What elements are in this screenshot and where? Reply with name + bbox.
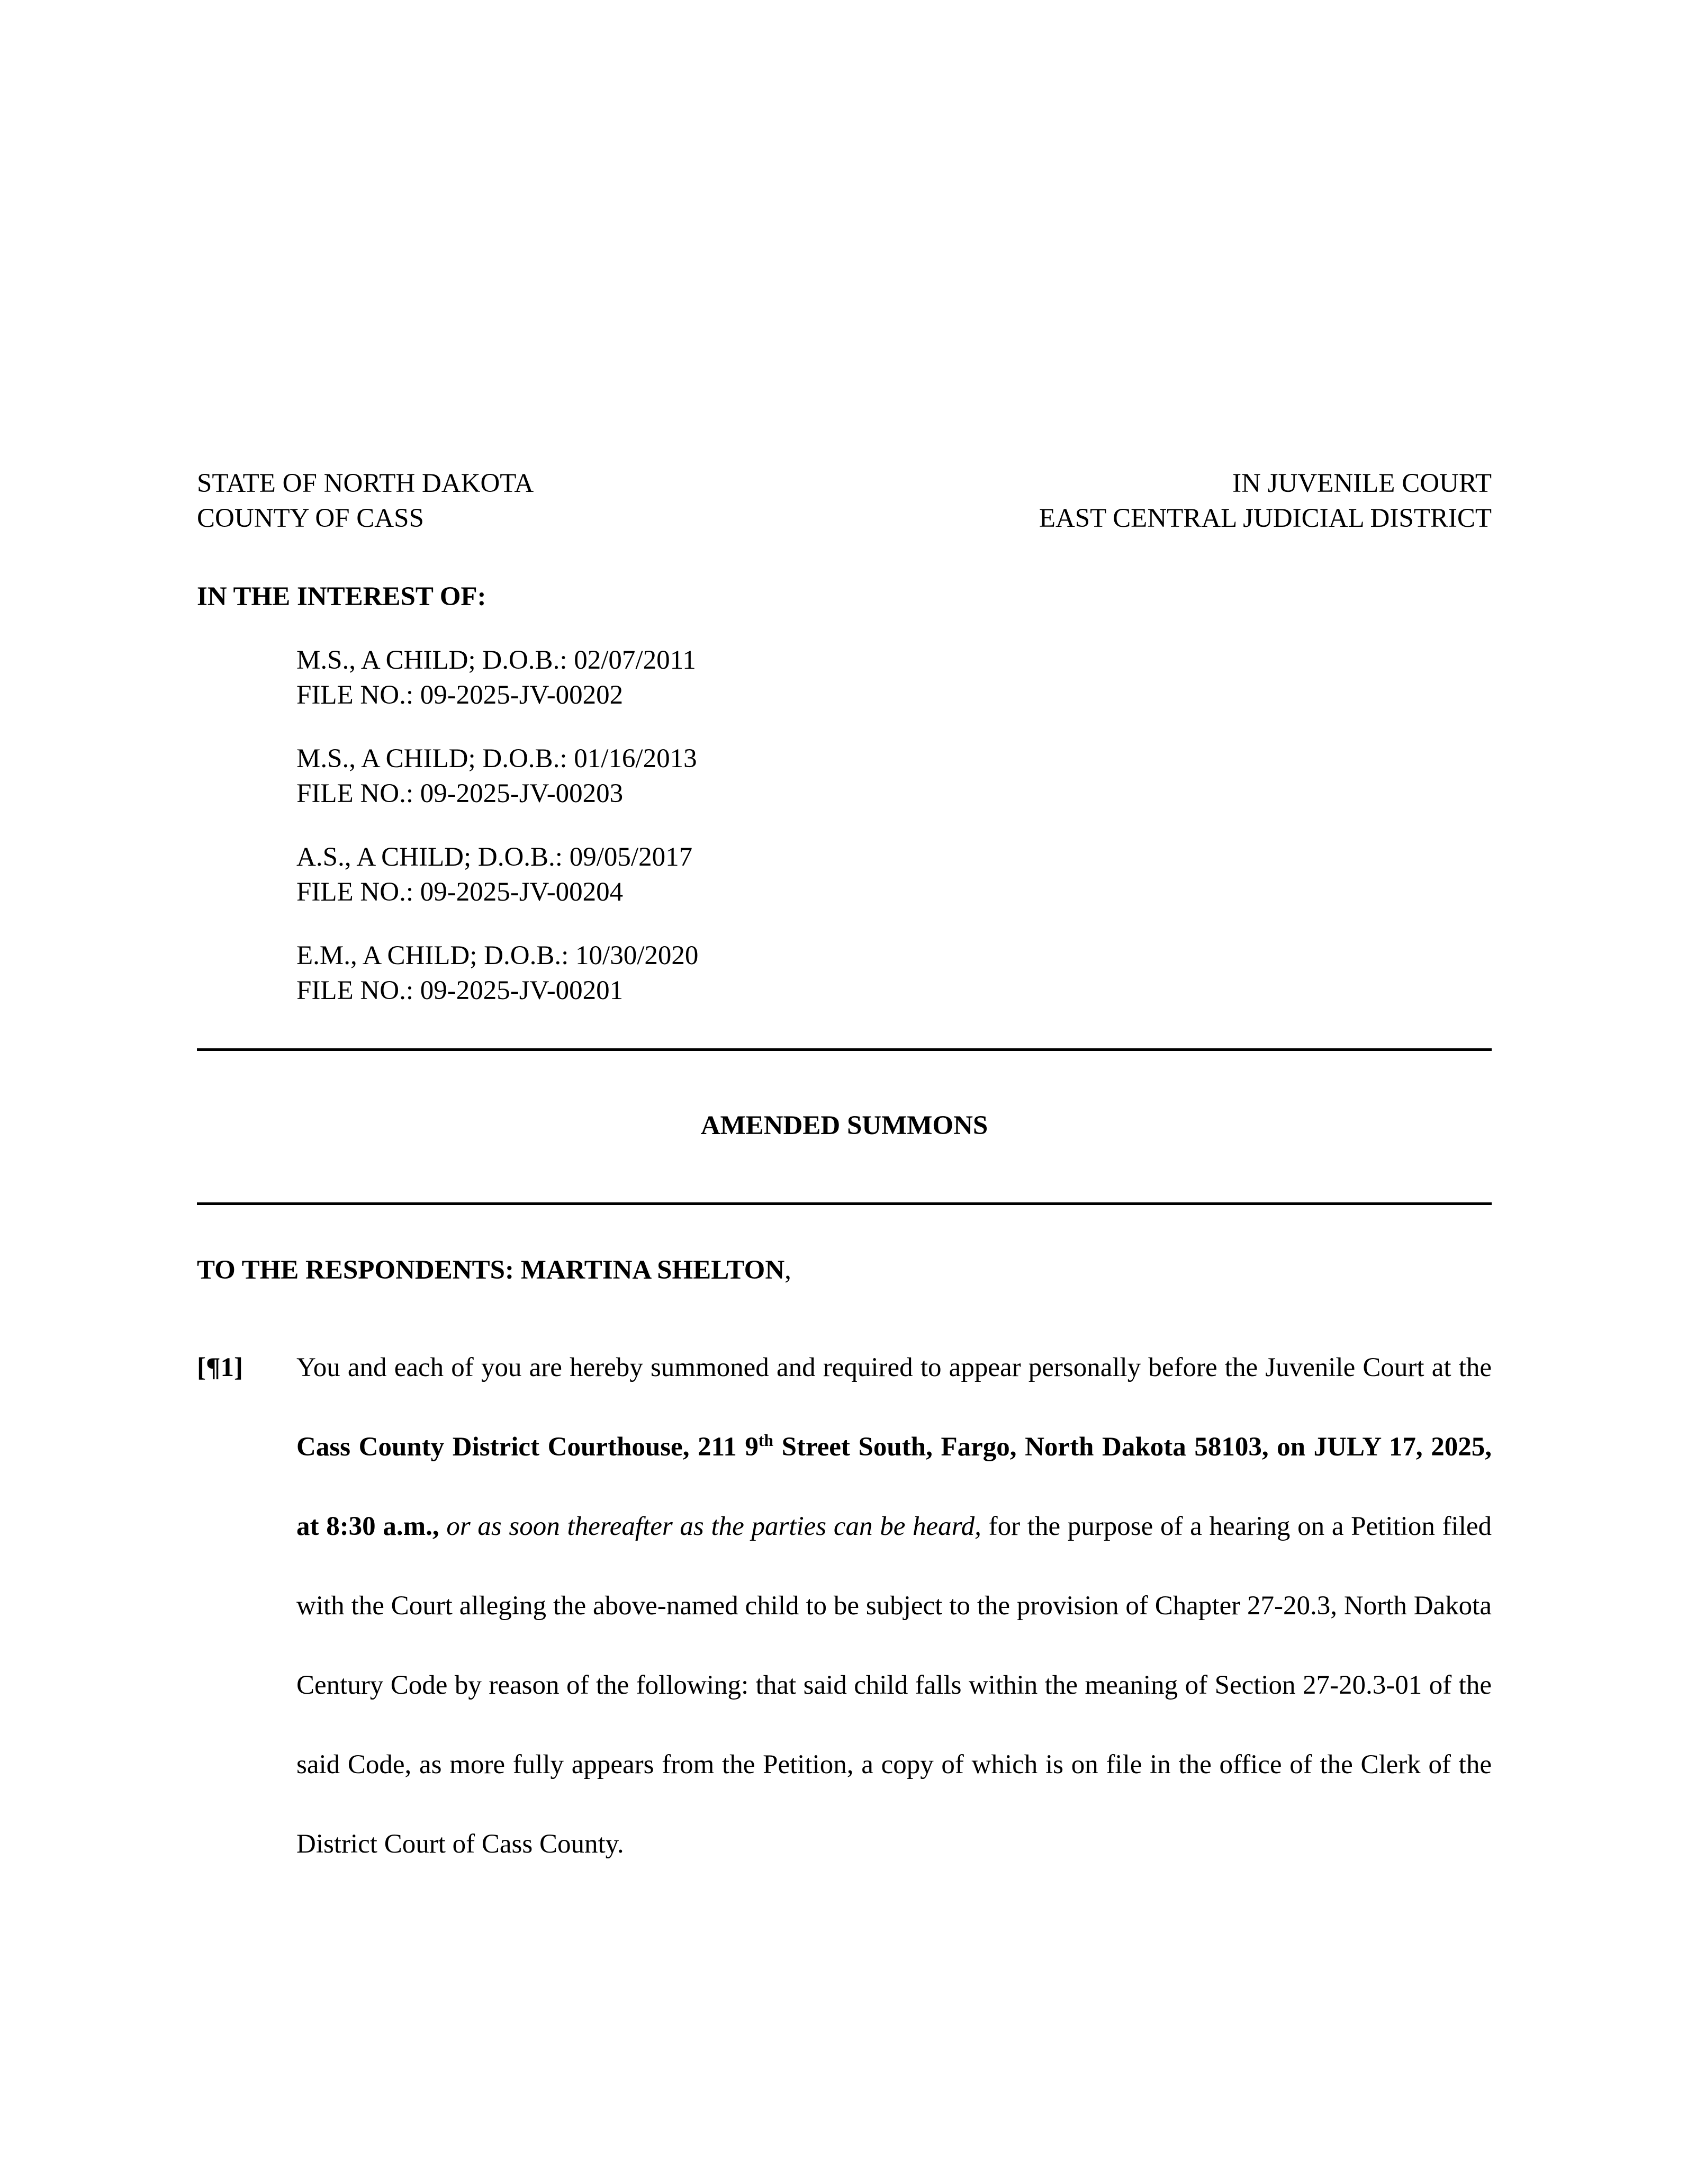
caption-left-column	[197, 466, 534, 536]
child-entry	[296, 840, 1492, 910]
child-identity: M.S., A CHILD; D.O.B.: 01/16/2013	[296, 744, 697, 774]
caption-court-line: IN JUVENILE COURT	[1232, 469, 1492, 498]
paragraph-segment-regular-2: for the purpose of a hearing on a Petition filed with the Court alleging the above-named child to be subject to the provision of Chapter 27-20.3, North Dakota Century Code by reason of the following: that said child falls within the meaning of Section 27-20.3-01 of the said Code, as more fully appears from the Petition, a copy of which is on file in the office of the Clerk of the District Court of Cass County.	[296, 1512, 1492, 1859]
child-entry	[296, 741, 1492, 811]
respondents-label: TO THE RESPONDENTS: MARTINA SHELTON	[197, 1255, 785, 1285]
paragraph-marker: [¶1]	[197, 1353, 243, 1382]
paragraph-1	[197, 1328, 1492, 1884]
paragraph-segment-regular-1: You and each of you are hereby summoned and required to appear personally before the Juvenile Court at the	[296, 1353, 1492, 1382]
child-entry	[296, 938, 1492, 1008]
children-list	[296, 643, 1492, 1008]
caption-right-column	[1039, 466, 1492, 536]
child-entry	[296, 643, 1492, 713]
document-title: AMENDED SUMMONS	[700, 1111, 988, 1140]
respondents-line	[197, 1253, 1492, 1288]
child-file-number: FILE NO.: 09-2025-JV-00203	[296, 779, 624, 808]
document-content	[197, 466, 1492, 1884]
paragraph-ordinal-superscript: th	[758, 1431, 773, 1450]
interest-of-heading: IN THE INTEREST OF:	[197, 582, 486, 612]
child-file-number: FILE NO.: 09-2025-JV-00202	[296, 680, 624, 710]
caption-county-line: COUNTY OF CASS	[197, 504, 424, 533]
paragraph-segment-italic: or as soon thereafter as the parties can be heard,	[439, 1512, 981, 1541]
paragraph-segment-bold-address-a: Cass County District Courthouse, 211 9	[296, 1432, 759, 1462]
caption-district-line: EAST CENTRAL JUDICIAL DISTRICT	[1039, 504, 1492, 533]
child-identity: E.M., A CHILD; D.O.B.: 10/30/2020	[296, 941, 699, 970]
child-file-number: FILE NO.: 09-2025-JV-00201	[296, 976, 624, 1005]
paragraph-segment-bold-address-b: Street South, Fargo, North Dakota 58103, on JULY 17, 2025, at 8:30 a.m.,	[296, 1432, 1492, 1541]
caption-state-line: STATE OF NORTH DAKOTA	[197, 469, 534, 498]
child-file-number: FILE NO.: 09-2025-JV-00204	[296, 877, 624, 907]
respondents-trailing-comma: ,	[784, 1255, 791, 1285]
case-caption	[197, 466, 1492, 536]
child-identity: M.S., A CHILD; D.O.B.: 02/07/2011	[296, 645, 696, 675]
paragraph-text	[296, 1328, 1492, 1884]
child-identity: A.S., A CHILD; D.O.B.: 09/05/2017	[296, 842, 693, 872]
title-rule-bottom	[197, 1202, 1492, 1205]
